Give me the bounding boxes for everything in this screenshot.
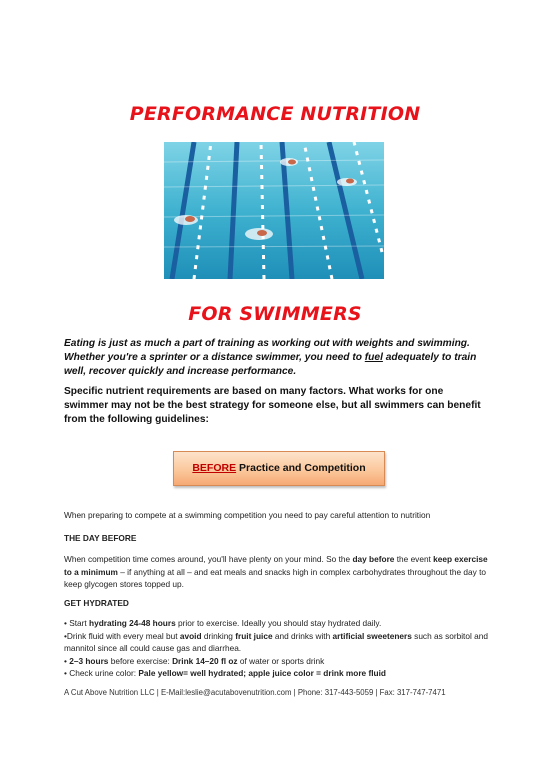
- b1-text-a: • Start: [64, 618, 90, 628]
- b2-text-b: drinking: [201, 630, 236, 641]
- footer-contact: A Cut Above Nutrition LLC | E-Mail:leslie@acutabovenutrition.com | Phone: 317-443-5059 | Fax: 317-747-7471: [64, 688, 446, 697]
- b3-text-c: of water or sports drink: [237, 655, 325, 666]
- b4-bold: Pale yellow= well hydrated; apple juice color = drink more fluid: [138, 668, 386, 678]
- list-item: [64, 630, 494, 655]
- p2-bold-b: keep exercise to a minimum: [64, 554, 488, 577]
- intro-underlined-word: fuel: [364, 352, 383, 363]
- b1-text-b: prior to exercise. Ideally you should stay hydrated daily.: [175, 618, 382, 628]
- b2-bold-a: avoid: [179, 630, 202, 641]
- b2-text-d: such as sorbitol and mannitol since all could cause gas and diarrhea.: [64, 630, 488, 653]
- list-item: [64, 617, 494, 630]
- b2-text-c: and drinks with: [272, 630, 333, 641]
- b3-bold-a: 2–3 hours: [69, 655, 109, 666]
- page-subtitle: FOR SWIMMERS: [188, 303, 362, 325]
- subheading-get-hydrated: GET HYDRATED: [64, 598, 129, 608]
- b2-bold-b: fruit juice: [235, 630, 273, 641]
- intro-text-a: Eating is just as much a part of training as working out with weights and swimming. Whether you're a sprinter or a distance swimmer, you need to: [64, 338, 470, 363]
- intro-paragraph-1: [64, 337, 488, 379]
- intro-text-b: adequately to train well, recover quickly and increase performance.: [64, 352, 477, 377]
- body-paragraph-2: [64, 553, 494, 591]
- b2-bold-c: artificial sweeteners: [332, 630, 412, 641]
- body-paragraph-1: When preparing to compete at a swimming competition you need to pay careful attention to nutrition: [64, 510, 431, 520]
- p2-bold-a: day before: [352, 554, 395, 564]
- intro-paragraph-2: Specific nutrient requirements are based on many factors. What works for one swimmer may not be the best strategy for someone else, but all swimmers can benefit from the following guidelines:: [64, 386, 481, 425]
- list-item: [64, 655, 494, 668]
- b3-text-b: before exercise:: [108, 655, 173, 666]
- b3-text-a: •: [64, 655, 70, 666]
- p2-text-c: – if anything at all – and eat meals and snacks high in complex carbohydrates throughout the day to keep glycogen stores topped up.: [64, 566, 486, 589]
- b3-bold-b: Drink 14–20 fl oz: [172, 655, 238, 666]
- section-heading-box: [173, 451, 385, 486]
- subheading-day-before: THE DAY BEFORE: [64, 533, 137, 543]
- b4-text-a: • Check urine color:: [64, 668, 139, 678]
- hydration-bullet-list: [64, 617, 494, 680]
- list-item: [64, 667, 494, 680]
- section-heading-rest: Practice and Competition: [236, 462, 366, 474]
- b2-text-a: •Drink fluid with every meal but: [64, 630, 180, 641]
- section-heading-underlined: BEFORE: [192, 462, 237, 474]
- p2-text-b: the event: [394, 554, 434, 564]
- p2-text-a: When competition time comes around, you'll have plenty on your mind. So the: [64, 554, 353, 564]
- swimming-pool-photo: [164, 142, 384, 279]
- b1-bold: hydrating 24-48 hours: [89, 618, 176, 628]
- page-title: PERFORMANCE NUTRITION: [129, 103, 421, 125]
